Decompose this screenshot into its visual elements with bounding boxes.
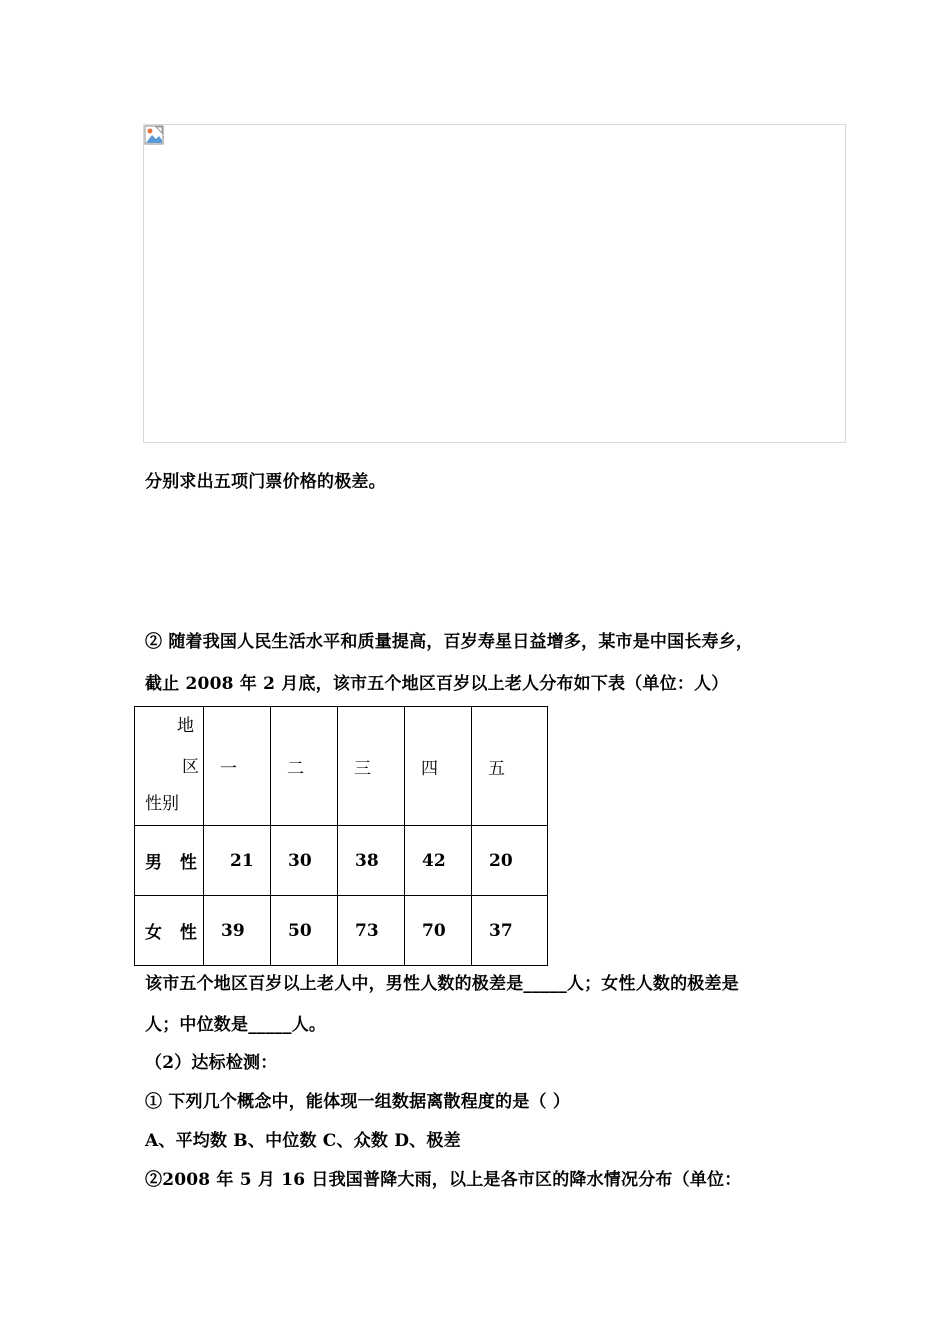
table-corner-cell bbox=[135, 707, 204, 826]
paragraph-2: ② 随着我国人民生活水平和质量提高，百岁寿星日益增多，某市是中国长寿乡， bbox=[145, 632, 754, 652]
table-cell: 39 bbox=[204, 896, 271, 966]
table-cell: 21 bbox=[204, 826, 271, 896]
table-header-row bbox=[135, 707, 548, 826]
table-cell: 73 bbox=[338, 896, 405, 966]
table-cell: 70 bbox=[405, 896, 472, 966]
table-cell: 37 bbox=[472, 896, 548, 966]
corner-region-label-2: 区 bbox=[182, 757, 199, 777]
paragraph-1: 分别求出五项门票价格的极差。 bbox=[145, 472, 386, 492]
corner-gender-label: 性别 bbox=[145, 794, 179, 814]
column-header: 五 bbox=[472, 707, 548, 826]
table-row bbox=[135, 896, 548, 966]
paragraph-5: 人；中位数是_____人。 bbox=[145, 1015, 327, 1035]
table-cell: 38 bbox=[338, 826, 405, 896]
table-cell: 20 bbox=[472, 826, 548, 896]
table-cell: 30 bbox=[271, 826, 338, 896]
corner-region-label-1: 地 bbox=[177, 716, 194, 736]
column-header: 四 bbox=[405, 707, 472, 826]
column-header: 一 bbox=[204, 707, 271, 826]
table-row bbox=[135, 826, 548, 896]
question-1-options: A、平均数 B、中位数 C、众数 D、极差 bbox=[145, 1131, 461, 1151]
table-cell: 42 bbox=[405, 826, 472, 896]
table-cell: 50 bbox=[271, 896, 338, 966]
elderly-distribution-table bbox=[134, 706, 548, 966]
question-1: ① 下列几个概念中，能体现一组数据离散程度的是（ ） bbox=[145, 1092, 571, 1112]
question-2: ②2008 年 5 月 16 日我国普降大雨，以上是各市区的降水情况分布（单位： bbox=[145, 1170, 742, 1190]
row-label: 男 性 bbox=[135, 826, 204, 896]
section-heading-assessment: （2）达标检测： bbox=[145, 1053, 278, 1073]
column-header: 二 bbox=[271, 707, 338, 826]
image-placeholder bbox=[143, 124, 846, 443]
row-label: 女 性 bbox=[135, 896, 204, 966]
column-header: 三 bbox=[338, 707, 405, 826]
paragraph-3: 截止 2008 年 2 月底，该市五个地区百岁以上老人分布如下表（单位：人） bbox=[145, 674, 729, 694]
paragraph-4: 该市五个地区百岁以上老人中，男性人数的极差是_____人；女性人数的极差是 bbox=[145, 974, 739, 994]
broken-image-icon bbox=[144, 125, 164, 145]
